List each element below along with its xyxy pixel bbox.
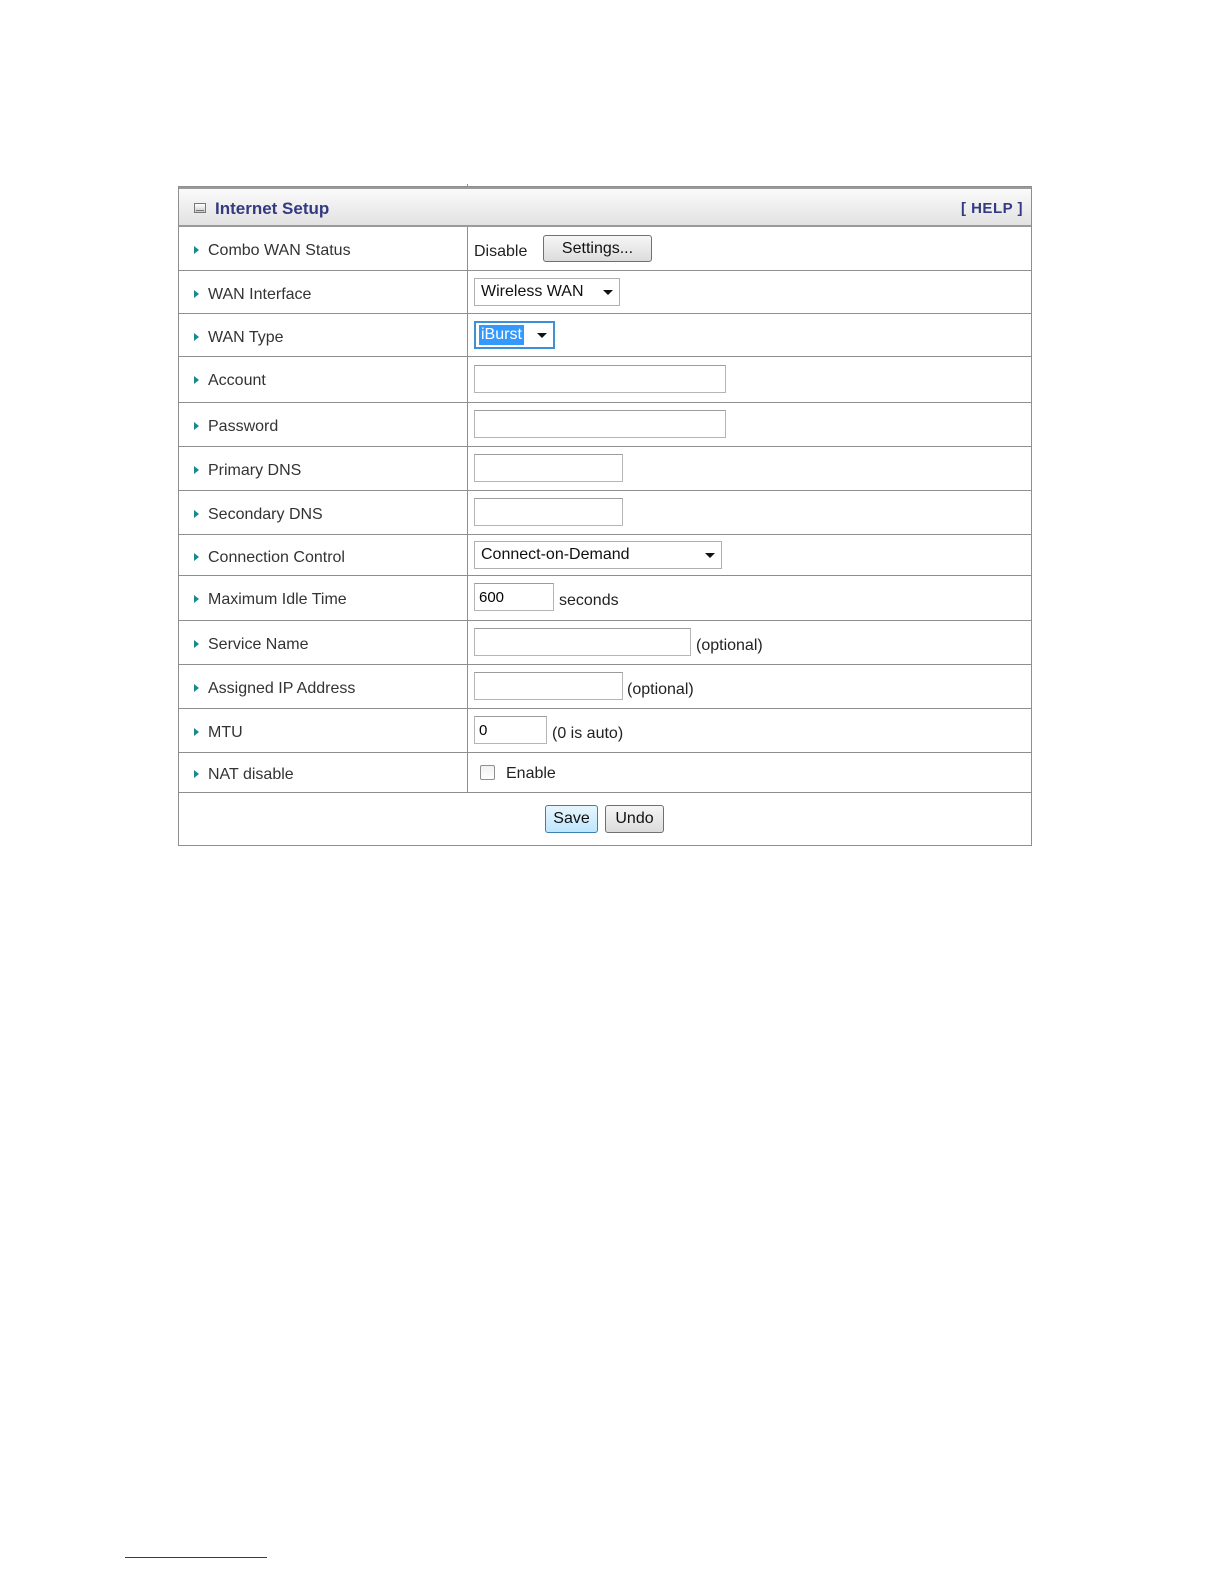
window-icon	[194, 203, 206, 213]
page-title: Internet Setup	[215, 199, 330, 218]
internet-setup-panel	[178, 186, 1032, 846]
chevron-down-icon	[705, 553, 715, 558]
mtu-note: (0 is auto)	[552, 725, 624, 742]
primary-dns-input[interactable]	[474, 454, 623, 482]
secondary-dns-input[interactable]	[474, 498, 623, 526]
mtu-input[interactable]	[474, 716, 547, 744]
bullet-arrow-icon	[194, 376, 199, 384]
nat-disable-label: NAT disable	[194, 766, 294, 784]
bullet-arrow-icon	[194, 595, 199, 603]
maximum-idle-time-label: Maximum Idle Time	[194, 591, 347, 609]
row-combo-wan-status	[179, 227, 1031, 271]
row-maximum-idle-time	[179, 576, 1031, 621]
bullet-arrow-icon	[194, 728, 199, 736]
service-name-label: Service Name	[194, 636, 308, 654]
combo-wan-status-value: Disable	[474, 243, 528, 260]
account-label: Account	[194, 372, 266, 390]
bullet-arrow-icon	[194, 422, 199, 430]
row-service-name	[179, 621, 1031, 665]
password-label: Password	[194, 418, 278, 436]
row-wan-type	[179, 314, 1031, 357]
wan-interface-select[interactable]: Wireless WAN	[474, 278, 620, 306]
chevron-down-icon	[603, 290, 613, 295]
bullet-arrow-icon	[194, 466, 199, 474]
secondary-dns-label: Secondary DNS	[194, 506, 323, 524]
assigned-ip-note: (optional)	[627, 681, 694, 698]
wan-type-select[interactable]: iBurst	[474, 321, 555, 349]
row-secondary-dns	[179, 491, 1031, 535]
wan-type-label: WAN Type	[194, 329, 284, 347]
idle-time-unit: seconds	[559, 592, 619, 609]
row-wan-interface	[179, 271, 1031, 314]
undo-button[interactable]: Undo	[605, 805, 664, 833]
row-account	[179, 357, 1031, 403]
row-mtu	[179, 709, 1031, 753]
settings-button[interactable]: Settings...	[543, 235, 652, 262]
service-name-input[interactable]	[474, 628, 691, 656]
connection-control-select[interactable]: Connect-on-Demand	[474, 541, 722, 569]
wan-interface-label: WAN Interface	[194, 286, 311, 304]
primary-dns-label: Primary DNS	[194, 462, 301, 480]
bullet-arrow-icon	[194, 510, 199, 518]
help-link[interactable]: [ HELP ]	[960, 200, 1023, 217]
row-primary-dns	[179, 447, 1031, 491]
password-input[interactable]	[474, 410, 726, 438]
bullet-arrow-icon	[194, 290, 199, 298]
bullet-arrow-icon	[194, 684, 199, 692]
mtu-label: MTU	[194, 724, 243, 742]
connection-control-label: Connection Control	[194, 549, 345, 567]
row-password	[179, 403, 1031, 447]
footnote-separator	[125, 1557, 267, 1558]
bullet-arrow-icon	[194, 246, 199, 254]
bullet-arrow-icon	[194, 640, 199, 648]
assigned-ip-address-label: Assigned IP Address	[194, 680, 355, 698]
row-assigned-ip-address	[179, 665, 1031, 709]
action-bar	[179, 793, 1031, 845]
chevron-down-icon	[537, 333, 547, 338]
panel-header	[179, 187, 1031, 227]
nat-enable-checkbox[interactable]	[480, 765, 495, 780]
combo-wan-status-label: Combo WAN Status	[194, 242, 351, 260]
nat-enable-label: Enable	[506, 765, 556, 782]
assigned-ip-address-input[interactable]	[474, 672, 623, 700]
bullet-arrow-icon	[194, 553, 199, 561]
service-name-note: (optional)	[696, 637, 763, 654]
account-input[interactable]	[474, 365, 726, 393]
row-connection-control	[179, 535, 1031, 576]
save-button[interactable]: Save	[545, 805, 598, 833]
maximum-idle-time-input[interactable]	[474, 583, 554, 611]
row-nat-disable	[179, 753, 1031, 793]
bullet-arrow-icon	[194, 770, 199, 778]
bullet-arrow-icon	[194, 333, 199, 341]
